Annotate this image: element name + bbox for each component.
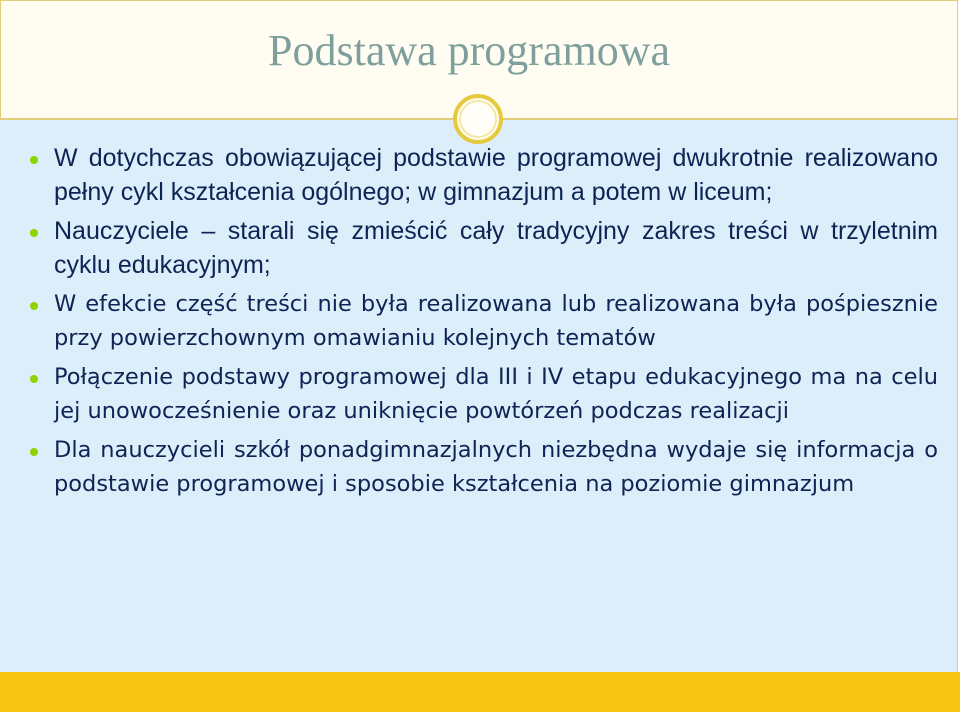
bullet-dot-icon [30,156,38,164]
bullet-dot-icon [30,375,38,383]
bullet-item [30,433,938,501]
footer-bar [0,672,960,712]
circle-ornament-icon [452,93,504,145]
bullet-item [30,287,938,355]
bullet-item [30,141,938,209]
bullet-dot-icon [30,302,38,310]
bullet-text: Połączenie podstawy programowej dla III i IV etapu edukacyjnego ma na celu jej unowocześnienie oraz uniknięcie powtórzeń podczas realizacji [54,364,938,424]
bullet-item [30,214,938,282]
bullet-text: W efekcie część treści nie była realizowana lub realizowana była pośpiesznie przy powierzchownym omawianiu kolejnych tematów [54,291,938,351]
bullet-list [30,141,938,506]
bullet-text: Dla nauczycieli szkół ponadgimnazjalnych niezbędna wydaje się informacja o podstawie programowej i sposobie kształcenia na poziomie gimnazjum [54,437,938,497]
slide-title: Podstawa programowa [268,26,671,75]
bullet-dot-icon [30,229,38,237]
bullet-text: W dotychczas obowiązującej podstawie programowej dwukrotnie realizowano pełny cykl kształcenia ogólnego; w gimnazjum a potem w liceum; [54,144,938,206]
bullet-text: Nauczyciele – starali się zmieścić cały tradycyjny zakres treści w trzyletnim cyklu edukacyjnym; [54,217,938,279]
bullet-item [30,360,938,428]
bullet-dot-icon [30,448,38,456]
